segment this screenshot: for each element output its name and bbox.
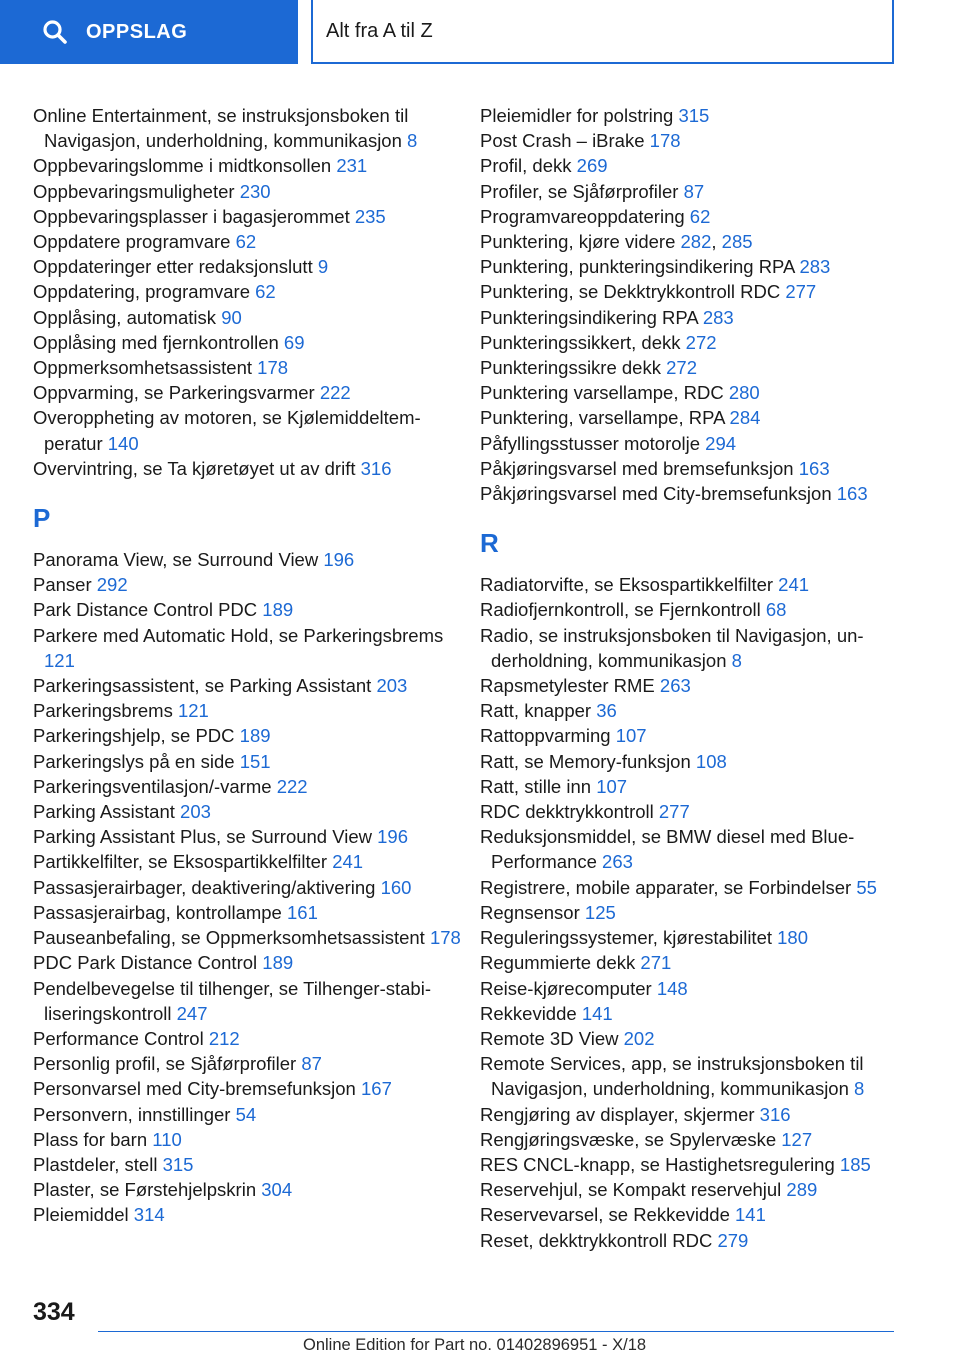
index-entry-text: Oppdatering, programvare [33, 281, 250, 303]
footer-divider [98, 1331, 894, 1332]
section-tab-oppslag[interactable] [0, 0, 298, 64]
page-reference-link[interactable]: 125 [584, 901, 616, 923]
page-reference-link[interactable]: 196 [323, 549, 355, 571]
index-entry-text: Oppdatere programvare [33, 231, 231, 253]
index-entry-text: Parkeringslys på en side [33, 750, 235, 772]
index-entry-text: Remote Services, app, se instruksjonsboken til Navigasjon, underholdning, kommunikasjon [480, 1053, 864, 1100]
index-entry [33, 1177, 473, 1202]
page-reference-link[interactable]: 69 [283, 331, 305, 353]
index-entry [480, 1127, 900, 1152]
index-entry-text: Parkeringsassistent, se Parking Assistant [33, 675, 372, 697]
index-entry [480, 380, 900, 405]
index-entry [480, 405, 900, 430]
page-reference-link[interactable]: 289 [786, 1179, 818, 1201]
index-entry [33, 330, 473, 355]
page-reference-link[interactable]: 282 [680, 231, 712, 253]
index-entry-text: Personvarsel med City-bremsefunksjon [33, 1078, 356, 1100]
index-entry [480, 749, 900, 774]
index-entry [33, 1026, 473, 1051]
index-entry-text: Ratt, knapper [480, 700, 592, 722]
index-entry-text: Panorama View, se Surround View [33, 549, 319, 571]
index-entry-text: Punkteringssikkert, dekk [480, 331, 681, 353]
index-entry-text: Oppvarming, se Parkeringsvarmer [33, 382, 315, 404]
page-reference-link[interactable]: 316 [759, 1103, 791, 1125]
page-reference-link[interactable]: 141 [581, 1002, 613, 1024]
page-reference-link[interactable]: 277 [785, 281, 817, 303]
index-entry [33, 976, 473, 1026]
page-reference-link[interactable]: 263 [602, 851, 633, 873]
index-entry [480, 330, 900, 355]
page-reference-link[interactable]: 269 [576, 155, 608, 177]
index-entry [480, 900, 900, 925]
index-entry-text: Punktering, varsellampe, RPA [480, 407, 725, 429]
index-entry-text: RDC dekktrykkontroll [480, 801, 654, 823]
page-reference-link[interactable]: 263 [659, 675, 691, 697]
index-entry [33, 305, 473, 330]
index-entry [480, 1202, 900, 1227]
page-reference-link[interactable]: 196 [377, 826, 409, 848]
index-entry-text: Påfyllingsstusser motorolje [480, 432, 701, 454]
index-entry-text: Reduksjonsmiddel, se BMW diesel med BluePerformance [480, 826, 855, 873]
page-reference-link[interactable]: 68 [765, 599, 787, 621]
index-entry [33, 824, 473, 849]
page-reference-link[interactable]: 241 [778, 574, 810, 596]
page-reference-link[interactable]: 203 [180, 801, 211, 823]
page-reference-link[interactable]: 180 [777, 927, 809, 949]
index-entry [33, 774, 473, 799]
index-entry-text: Personlig profil, se Sjåførprofiler [33, 1053, 297, 1075]
page-reference-link[interactable]: 241 [332, 851, 364, 873]
index-entry [480, 698, 900, 723]
page-reference-link[interactable]: 90 [221, 306, 242, 328]
index-entry [480, 1051, 900, 1101]
index-entry-text: Regummierte dekk [480, 952, 636, 974]
page-reference-link[interactable]: 247 [176, 1002, 208, 1024]
page-reference-link[interactable]: 202 [623, 1027, 655, 1049]
index-entry [480, 456, 900, 481]
index-entry-text: Radiofjernkontroll, se Fjernkontroll [480, 599, 761, 621]
index-entry [33, 355, 473, 380]
index-entry-text: Registrere, mobile apparater, se Forbindelser [480, 876, 852, 898]
page-reference-link[interactable]: 148 [656, 977, 688, 999]
index-entry-text: Rengjøring av displayer, skjermer [480, 1103, 755, 1125]
page-reference-link[interactable]: 62 [235, 231, 257, 253]
index-entry-text: Rattoppvarming [480, 725, 611, 747]
index-entry [480, 597, 900, 622]
index-entry-text: Pleiemiddel [33, 1204, 129, 1226]
page-reference-link[interactable]: 8 [407, 130, 418, 152]
page-reference-link[interactable]: 271 [640, 952, 672, 974]
index-entry [33, 875, 473, 900]
index-entry-text: Oppbevaringsmuligheter [33, 180, 235, 202]
page-reference-link[interactable]: 107 [596, 775, 628, 797]
index-entry-text: Pauseanbefaling, se Oppmerksomhetsassistent [33, 927, 425, 949]
index-entry-text: Parkeringsbrems [33, 700, 173, 722]
page-reference-link[interactable]: 141 [735, 1204, 766, 1226]
index-entry [33, 698, 473, 723]
index-entry-text: Punktering, se Dekktrykkontroll RDC [480, 281, 781, 303]
page-reference-link[interactable]: 235 [354, 205, 386, 227]
index-entry [480, 254, 900, 279]
index-entry-text: Påkjøringsvarsel med City-bremsefunksjon [480, 483, 832, 505]
page-reference-link[interactable]: 277 [658, 801, 690, 823]
page-reference-link[interactable]: 107 [615, 725, 647, 747]
index-entry [480, 572, 900, 597]
index-entry [33, 799, 473, 824]
index-entry [480, 1152, 900, 1177]
subtitle: Alt fra A til Z [326, 19, 433, 42]
index-entry [33, 1102, 473, 1127]
index-entry-text: Park Distance Control PDC [33, 599, 258, 621]
index-entry-text: Rekkevidde [480, 1002, 577, 1024]
page-reference-link[interactable]: 189 [262, 599, 294, 621]
index-entry-text: Pendelbevegelse til tilhenger, se Tilhenger-stabiliseringskontroll [33, 977, 432, 1024]
index-entry [480, 875, 900, 900]
index-entry-text: Reise-kjørecomputer [480, 977, 652, 999]
index-entry [33, 849, 473, 874]
index-entry-text: Personvern, innstillinger [33, 1103, 231, 1125]
index-entry [480, 774, 900, 799]
index-entry [33, 103, 473, 153]
index-entry [480, 673, 900, 698]
index-entry [480, 355, 900, 380]
page-reference-link[interactable]: 167 [361, 1078, 392, 1100]
page-reference-link[interactable]: 9 [317, 256, 329, 278]
index-entry [480, 976, 900, 1001]
index-entry-text: Opplåsing med fjernkontrollen [33, 331, 279, 353]
index-column-left [33, 103, 473, 1228]
index-entry [33, 456, 473, 481]
index-entry [480, 128, 900, 153]
index-entry [33, 229, 473, 254]
page-reference-link[interactable]: 54 [235, 1103, 257, 1125]
index-entry-text: Plaster, se Førstehjelpskrin [33, 1179, 257, 1201]
index-entry-text: Profil, dekk [480, 155, 572, 177]
index-entry [480, 179, 900, 204]
section-label: OPPSLAG [86, 20, 188, 43]
page-reference-link[interactable]: 8 [854, 1078, 865, 1100]
index-entry [33, 900, 473, 925]
index-entry [33, 380, 473, 405]
index-entry [33, 153, 473, 178]
index-entry-text: Parkeringshjelp, se PDC [33, 725, 235, 747]
index-entry-text: Punktering, punkteringsindikering RPA [480, 256, 795, 278]
page-reference-link[interactable]: 283 [799, 256, 831, 278]
index-entry [480, 305, 900, 330]
index-entry [480, 1228, 900, 1253]
index-entry: Punktering, kjøre videre 282, 285 [480, 231, 753, 253]
page-reference-link[interactable]: 62 [689, 205, 711, 227]
index-entry [480, 925, 900, 950]
page-reference-link[interactable]: 87 [683, 180, 705, 202]
index-entry-text: Regnsensor [480, 901, 580, 923]
page-reference-link[interactable]: 189 [262, 952, 294, 974]
page-reference-link[interactable]: 272 [685, 331, 717, 353]
index-entry [480, 279, 900, 304]
index-entry-text: Overoppheting av motoren, se Kjølemiddeltemperatur [33, 407, 421, 454]
page-reference-link[interactable]: 230 [239, 180, 271, 202]
index-entry-text: Parkere med Automatic Hold, se Parkeringsbrems [33, 624, 444, 646]
index-entry-text: Radio, se instruksjonsboken til Navigasjon, underholdning, kommunikasjon [480, 624, 864, 671]
index-entry-text: Opplåsing, automatisk [33, 306, 217, 328]
index-entry [33, 179, 473, 204]
index-entry [480, 950, 900, 975]
index-entry [33, 623, 473, 673]
index-entry [480, 824, 900, 874]
index-entry [33, 405, 473, 455]
index-entry [33, 254, 473, 279]
index-entry-text: Ratt, stille inn [480, 775, 592, 797]
index-entry [480, 1026, 900, 1051]
index-entry-text: Rengjøringsvæske, se Spylervæske [480, 1128, 777, 1150]
page-header [0, 0, 960, 66]
page-reference-link[interactable]: 315 [162, 1153, 194, 1175]
page-reference-link[interactable]: 62 [255, 281, 276, 303]
page-reference-link[interactable]: 161 [287, 901, 318, 923]
page-reference-link[interactable]: 36 [596, 700, 617, 722]
index-entry-text: Remote 3D View [480, 1027, 619, 1049]
index-entry-text: Parking Assistant Plus, se Surround View [33, 826, 372, 848]
page-reference-link[interactable]: 110 [152, 1128, 182, 1150]
index-entry [480, 153, 900, 178]
index-entry-text: Oppmerksomhetsassistent [33, 357, 253, 379]
index-entry-text: Reservevarsel, se Rekkevidde [480, 1204, 730, 1226]
page-reference-link[interactable]: 127 [781, 1128, 813, 1150]
index-entry-text: Punktering, kjøre videre [480, 231, 676, 253]
page-reference-link[interactable]: 280 [728, 382, 760, 404]
index-entry [33, 572, 473, 597]
index-entry-text: Påkjøringsvarsel med bremsefunksjon [480, 457, 794, 479]
page-reference-link[interactable]: 231 [336, 155, 368, 177]
index-column-right [480, 103, 900, 1253]
page-reference-link[interactable]: 121 [177, 700, 209, 722]
page-reference-link[interactable]: 203 [376, 675, 408, 697]
index-entry-text: Oppbevaringsplasser i bagasjerommet [33, 205, 350, 227]
index-entry-text: Radiatorvifte, se Eksospartikkelfilter [480, 574, 774, 596]
page-reference-link[interactable]: 314 [133, 1204, 165, 1226]
page-number: 334 [33, 1298, 75, 1326]
index-entry-text: Plastdeler, stell [33, 1153, 158, 1175]
page-reference-link[interactable]: 185 [839, 1153, 871, 1175]
index-entry-text: Profiler, se Sjåførprofiler [480, 180, 679, 202]
index-entry-text: Plass for barn [33, 1128, 148, 1150]
index-entry-text: Performance Control [33, 1027, 204, 1049]
index-entry [480, 1177, 900, 1202]
page-reference-link[interactable]: 222 [319, 382, 351, 404]
index-entry-text: Rapsmetylester RME [480, 675, 655, 697]
index-entry-text: Oppdateringer etter redaksjonslutt [33, 256, 313, 278]
index-entry [33, 1051, 473, 1076]
index-entry-text: Oppbevaringslomme i midtkonsollen [33, 155, 332, 177]
index-entry [33, 204, 473, 229]
index-entry-text: Reset, dekktrykkontroll RDC [480, 1229, 713, 1251]
index-entry [33, 1202, 473, 1227]
index-entry-text: PDC Park Distance Control [33, 952, 258, 974]
index-letter-heading: R [480, 528, 499, 559]
index-entry [33, 950, 473, 975]
index-entry-text: Online Entertainment, se instruksjonsboken til Navigasjon, underholdning, kommunikasjon [33, 105, 409, 152]
page-reference-link[interactable]: 151 [239, 750, 271, 772]
page-reference-link[interactable]: 121 [44, 649, 75, 671]
page-reference-link[interactable]: 294 [705, 432, 737, 454]
index-entry-text: Punkteringssikre dekk [480, 357, 661, 379]
page-reference-link[interactable]: 279 [717, 1229, 749, 1251]
index-entry-text: Partikkelfilter, se Eksospartikkelfilter [33, 851, 328, 873]
page-reference-link[interactable]: 222 [276, 775, 308, 797]
index-entry-text: Ratt, se Memory-funksjon [480, 750, 691, 772]
index-entry [33, 1152, 473, 1177]
page-reference-link[interactable]: 315 [678, 105, 710, 126]
index-entry-text: Post Crash – iBrake [480, 130, 645, 152]
index-entry [480, 204, 900, 229]
index-entry [33, 749, 473, 774]
edition-note: Online Edition for Part no. 01402896951 - X/18 [303, 1336, 647, 1354]
index-entry [480, 103, 900, 128]
index-entry-text: Punkteringsindikering RPA [480, 306, 698, 328]
page-reference-link[interactable]: 283 [702, 306, 734, 328]
page-reference-link[interactable]: 178 [429, 927, 461, 949]
index-entry-text: Pleiemidler for polstring [480, 105, 674, 126]
index-entry [33, 723, 473, 748]
index-entry-text: Programvareoppdatering [480, 205, 685, 227]
index-entry-text: Punktering varsellampe, RDC [480, 382, 724, 404]
index-entry [33, 547, 473, 572]
page-reference-link[interactable]: 178 [257, 357, 289, 379]
search-icon [42, 19, 68, 45]
index-entry-text: Overvintring, se Ta kjøretøyet ut av drift [33, 457, 356, 479]
page-reference-link[interactable]: 284 [729, 407, 761, 429]
index-entry [480, 723, 900, 748]
index-entry-text: Passasjerairbag, kontrollampe [33, 901, 282, 923]
index-entry [33, 597, 473, 622]
page-reference-link[interactable]: 163 [798, 457, 830, 479]
index-entry-text: Reguleringssystemer, kjørestabilitet [480, 927, 772, 949]
page-reference-link[interactable]: 178 [649, 130, 681, 152]
page-reference-link[interactable]: 292 [96, 574, 128, 596]
index-entry [33, 1076, 473, 1101]
page-reference-link[interactable]: 316 [360, 457, 392, 479]
page-reference-link[interactable]: 285 [721, 231, 753, 253]
index-entry [480, 481, 900, 506]
index-entry [480, 1102, 900, 1127]
index-entry-text: RES CNCL-knapp, se Hastighetsregulering [480, 1153, 835, 1175]
index-entry [480, 799, 900, 824]
page-reference-link[interactable]: 8 [731, 649, 742, 671]
index-entry [33, 673, 473, 698]
index-entry-text: Passasjerairbager, deaktivering/aktivering [33, 876, 376, 898]
page-reference-link[interactable]: 87 [301, 1053, 322, 1075]
page-reference-link[interactable]: 304 [261, 1179, 293, 1201]
index-entry [33, 925, 473, 950]
page-reference-link[interactable]: 140 [107, 432, 139, 454]
index-entry [480, 623, 900, 673]
index-entry-text: Parking Assistant [33, 801, 175, 823]
page-reference-link[interactable]: 160 [380, 876, 412, 898]
index-entry [33, 1127, 473, 1152]
index-entry [33, 279, 473, 304]
index-entry [480, 431, 900, 456]
page-reference-link[interactable]: 272 [666, 357, 697, 379]
page-reference-link[interactable]: 108 [695, 750, 727, 772]
page-reference-link[interactable]: 212 [208, 1027, 240, 1049]
page-reference-link[interactable]: 189 [239, 725, 271, 747]
index-entry [480, 1001, 900, 1026]
index-letter-heading: P [33, 503, 51, 534]
page-reference-link[interactable]: 55 [856, 876, 877, 898]
index-entry-text: Panser [33, 574, 92, 596]
subtitle-tab [311, 0, 894, 64]
index-entry-text: Reservehjul, se Kompakt reservehjul [480, 1179, 782, 1201]
index-entry-text: Parkeringsventilasjon/-varme [33, 775, 272, 797]
page-reference-link[interactable]: 163 [836, 483, 868, 505]
